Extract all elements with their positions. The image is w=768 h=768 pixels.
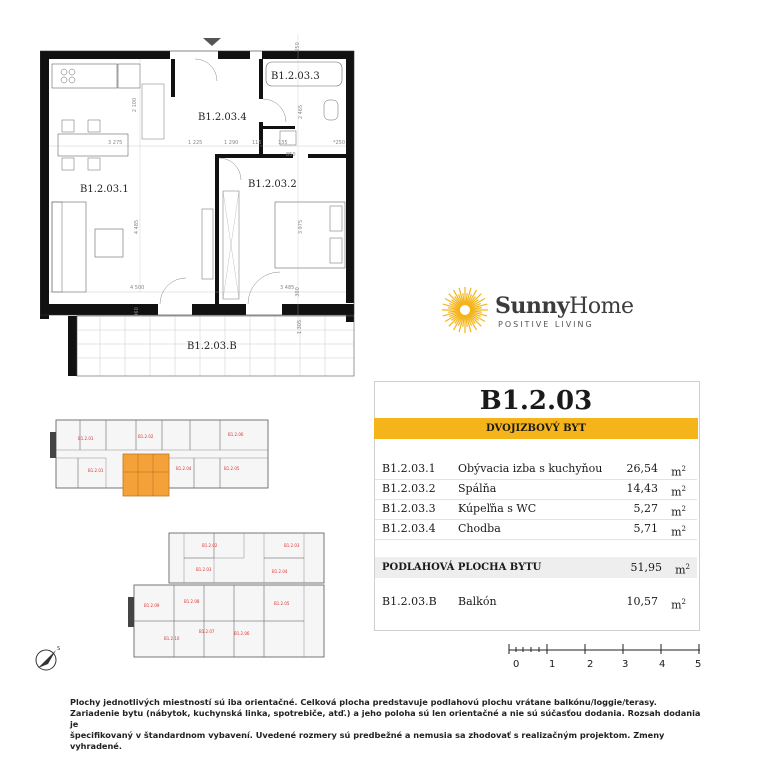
room-code: B1.2.03.2 bbox=[382, 482, 436, 495]
room-row bbox=[382, 481, 692, 497]
svg-text:B1.2.06: B1.2.06 bbox=[234, 631, 250, 636]
area-unit: $m^2$ bbox=[671, 525, 686, 539]
svg-text:B1.2.02: B1.2.02 bbox=[138, 434, 154, 439]
room-row bbox=[382, 521, 692, 537]
dimension-label: 850 bbox=[286, 152, 296, 158]
dimension-label: 1 225 bbox=[188, 140, 203, 146]
north-arrow-icon bbox=[30, 640, 66, 676]
dimension-label: 115 bbox=[252, 140, 262, 146]
area-unit: $m^2$ bbox=[675, 563, 690, 577]
brand-name-light: Home bbox=[569, 294, 634, 319]
dimension-label: *250 bbox=[333, 140, 346, 146]
room-area: 10,57 bbox=[626, 595, 658, 608]
brand-name bbox=[495, 293, 633, 319]
north-label: S bbox=[57, 646, 61, 652]
scale-bar bbox=[508, 640, 708, 670]
room-name: Spálňa bbox=[458, 482, 497, 495]
svg-text:B1.2.02: B1.2.02 bbox=[202, 543, 218, 548]
disclaimer-line: špecifikovaný v štandardnom vybavení. Uvedené rozmery sú predbežné a nemusia sa zhodovať s realizačným projektom. Zmeny vyhradené. bbox=[70, 730, 665, 751]
svg-text:B1.2.10: B1.2.10 bbox=[164, 636, 180, 641]
svg-text:B1.2.05: B1.2.05 bbox=[224, 466, 240, 471]
unit-code: B1.2.03 bbox=[479, 386, 593, 416]
disclaimer bbox=[70, 697, 710, 752]
room-area: 26,54 bbox=[626, 462, 658, 475]
floor-plan bbox=[40, 34, 365, 384]
dimension-label: 3 275 bbox=[108, 140, 123, 146]
dimension-label: 1 290 bbox=[224, 140, 239, 146]
svg-text:B1.2.05: B1.2.05 bbox=[274, 601, 290, 606]
disclaimer-line: Zariadenie bytu (nábytok, kuchynská linka, spotrebiče, atď.) a jeho poloha sú len orientačné a nie sú súčasťou dodania. Rozsah dodania je bbox=[70, 708, 701, 729]
dimension-label: 3 975 bbox=[298, 219, 305, 235]
dimension-label: 250 bbox=[294, 42, 301, 52]
room-row bbox=[382, 501, 692, 517]
room-label-bath: B1.2.03.3 bbox=[271, 71, 320, 82]
brand-tagline: POSITIVE LIVING bbox=[498, 320, 594, 329]
sunnyhome-logo bbox=[440, 285, 640, 341]
room-label-bedroom: B1.2.03.2 bbox=[248, 179, 297, 190]
svg-text:B1.2.03: B1.2.03 bbox=[196, 567, 212, 572]
scale-tick-label: 4 bbox=[659, 659, 666, 670]
total-area-label: PODLAHOVÁ PLOCHA BYTU bbox=[382, 562, 542, 573]
dimension-label: 3 485 bbox=[280, 285, 295, 291]
disclaimer-line: Plochy jednotlivých miestností sú iba orientačné. Celková plocha predstavuje podlahovú plochu vrátane balkónu/loggie/terasy. bbox=[70, 697, 657, 707]
room-code: B1.2.03.4 bbox=[382, 522, 436, 535]
room-label-living: B1.2.03.1 bbox=[80, 184, 129, 195]
svg-text:B1.2.04: B1.2.04 bbox=[176, 466, 192, 471]
area-unit: $m^2$ bbox=[671, 485, 686, 499]
dimension-label: 1 305 bbox=[297, 319, 304, 335]
room-label-balcony: B1.2.03.B bbox=[187, 341, 237, 352]
room-name: Obývacia izba s kuchyňou bbox=[458, 462, 603, 475]
area-unit: $m^2$ bbox=[671, 465, 686, 479]
scale-bar-graphic bbox=[508, 640, 708, 656]
room-area: 5,27 bbox=[633, 502, 658, 515]
room-name: Chodba bbox=[458, 522, 501, 535]
room-code: B1.2.03.1 bbox=[382, 462, 436, 475]
dimension-label: 4 485 bbox=[134, 219, 141, 235]
room-label-hall: B1.2.03.4 bbox=[198, 112, 247, 123]
room-area: 14,43 bbox=[626, 482, 658, 495]
dimension-label: 2 100 bbox=[132, 97, 139, 113]
svg-text:B1.2.08: B1.2.08 bbox=[184, 599, 200, 604]
room-row bbox=[382, 461, 692, 477]
unit-type-banner: DVOJIZBOVÝ BYT bbox=[374, 418, 698, 439]
floor-plan-drawing bbox=[40, 34, 365, 384]
svg-text:B1.2.09: B1.2.09 bbox=[144, 603, 160, 608]
room-code: B1.2.03.B bbox=[382, 595, 437, 608]
area-unit: $m^2$ bbox=[671, 505, 686, 519]
scale-tick-label: 5 bbox=[695, 659, 702, 670]
dimension-label: 4 500 bbox=[130, 285, 145, 291]
area-unit: $m^2$ bbox=[671, 598, 686, 612]
svg-text:B1.2.03: B1.2.03 bbox=[284, 543, 300, 548]
scale-tick-label: 2 bbox=[587, 659, 594, 670]
dimension-label: 2 465 bbox=[298, 104, 305, 120]
total-area-row bbox=[375, 557, 697, 578]
room-code: B1.2.03.3 bbox=[382, 502, 436, 515]
dimension-label: 135 bbox=[278, 140, 288, 146]
balcony-row bbox=[382, 594, 692, 610]
room-name: Balkón bbox=[458, 595, 497, 608]
room-area: 5,71 bbox=[633, 522, 658, 535]
keyplan-upper bbox=[48, 410, 273, 500]
svg-text:B1.2.04: B1.2.04 bbox=[272, 569, 288, 574]
brand-name-bold: Sunny bbox=[495, 293, 570, 319]
svg-text:B1.2.01: B1.2.01 bbox=[78, 436, 94, 441]
keyplan-lower bbox=[124, 525, 329, 665]
scale-tick-label: 0 bbox=[513, 659, 520, 670]
svg-text:B1.2.06: B1.2.06 bbox=[228, 432, 244, 437]
svg-text:B1.2.07: B1.2.07 bbox=[199, 629, 215, 634]
sun-icon bbox=[440, 285, 490, 335]
svg-text:B1.2.01: B1.2.01 bbox=[88, 468, 104, 473]
room-name: Kúpeľňa s WC bbox=[458, 502, 537, 515]
scale-tick-label: 3 bbox=[622, 659, 629, 670]
dimension-label: 960 bbox=[133, 307, 140, 317]
total-area-value: 51,95 bbox=[630, 561, 662, 574]
scale-tick-label: 1 bbox=[549, 659, 556, 670]
dimension-label: 300 bbox=[294, 287, 301, 297]
